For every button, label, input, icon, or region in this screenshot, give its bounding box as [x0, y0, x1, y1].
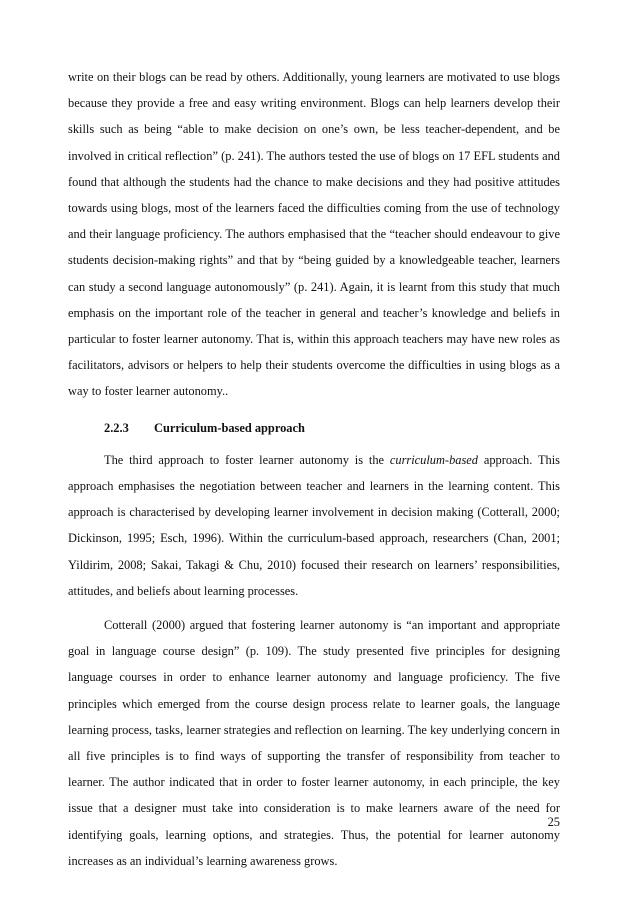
body-text: [68, 64, 560, 874]
paragraph-blogs-continued: write on their blogs can be read by others. Additionally, young learners are motivated to use blogs because they provide a free and easy writing environment. Blogs can help learners develop their skills such as being “able to make decision on one’s own, be less teacher-dependent, and be involved in critical reflection” (p. 241). The authors tested the use of blogs on 17 EFL students and found that although the students had the chance to make decisions and they had positive attitudes towards using blogs, most of the learners faced the difficulties coming from the use of technology and their language proficiency. The authors emphasised that the “teacher should endeavour to give students decision-making rights” and that by “being guided by a knowledgeable teacher, learners can study a second language autonomously” (p. 241). Again, it is learnt from this study that much emphasis on the important role of the teacher in general and teacher’s knowledge and beliefs in particular to foster learner autonomy. That is, within this approach teachers may have new roles as facilitators, advisors or helpers to help their students overcome the difficulties in using blogs as a way to foster learner autonomy..: [68, 70, 560, 399]
paragraph-2-rest: approach. This approach emphasises the negotiation between teacher and learners in the learning content. This approach is characterised by developing learner involvement in decision making (Cotterall, 2000; Dickinson, 1995; Esch, 1996). Within the curriculum-based approach, researchers (Chan, 2001; Yildirim, 2008; Sakai, Takagi & Chu, 2010) focused their research on learners’ responsibilities, attitudes, and beliefs about learning processes.: [68, 452, 560, 598]
section-title: Curriculum-based approach: [154, 420, 305, 435]
paragraph-curriculum-approach: [68, 447, 560, 604]
paragraph-cotterall: Cotterall (2000) argued that fostering learner autonomy is “an important and appropriate goal in language course design” (p. 109). The study presented five principles for designing language courses in order to enhance learner autonomy and language proficiency. The five principles which emerged from the course design process relate to learner goals, the language learning process, tasks, learner strategies and reflection on learning. The key underlying concern in all five principles is to find ways of supporting the transfer of responsibility from teacher to learner. The author indicated that in order to foster learner autonomy, in each principle, the key issue that a designer must take into consideration is to make learners aware of the need for identifying goals, learning options, and strategies. Thus, the potential for learner autonomy increases as an individual’s learning awareness grows.: [68, 618, 560, 868]
italic-term: curriculum-based: [389, 452, 478, 467]
section-heading: [68, 415, 560, 441]
paragraph-2-start: The third approach to foster learner autonomy is the: [104, 452, 390, 467]
section-number: 2.2.3: [104, 420, 129, 435]
page-number: 25: [547, 815, 560, 829]
